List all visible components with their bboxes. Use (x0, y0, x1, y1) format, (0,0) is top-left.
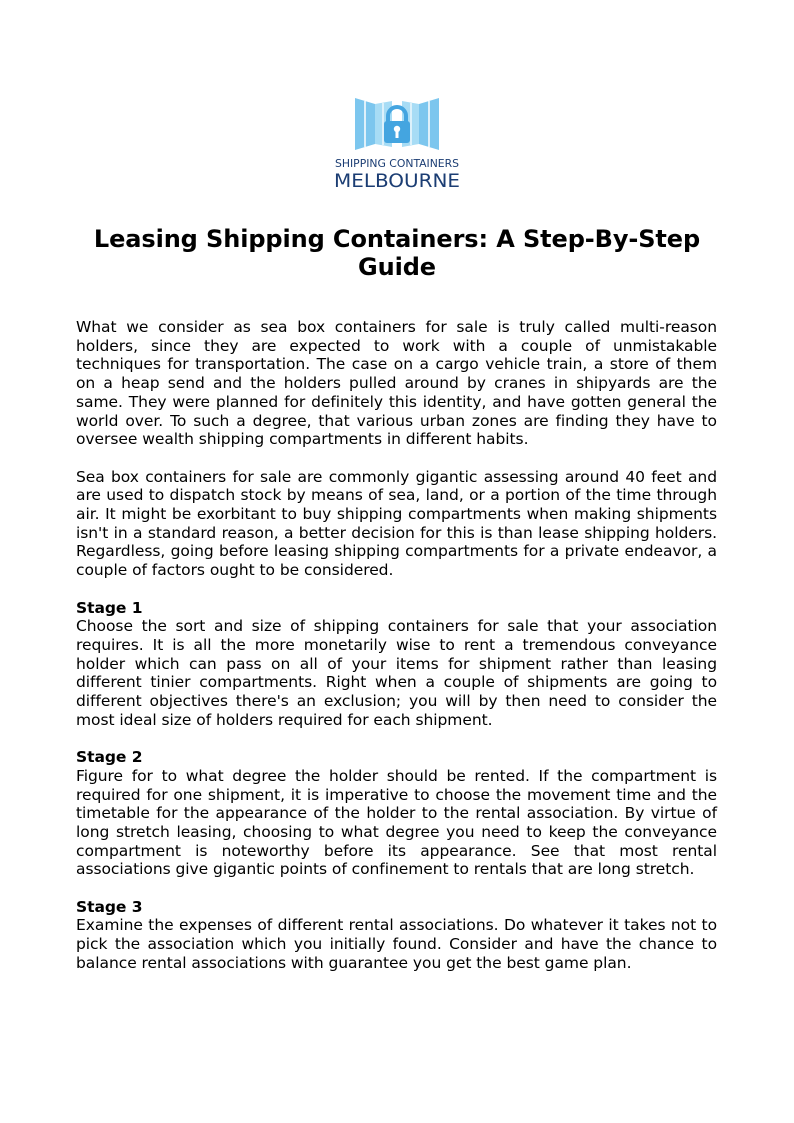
stage-2-section (76, 748, 717, 879)
document-body (76, 318, 717, 991)
stage-3-text: Examine the expenses of different rental associations. Do whatever it takes not to pick the association which you initially found. Consider and have the chance to balance rental associations with guarantee you get the best game plan. (76, 916, 717, 972)
intro-paragraph-1: What we consider as sea box containers for sale is truly called multi-reason holders, since they are expected to work with a couple of unmistakable techniques for transportation. The case on a cargo vehicle train, a store of them on a heap send and the holders pulled around by cranes in shipyards are the same. They were planned for definitely this identity, and have gotten general the world over. To such a degree, that various urban zones are finding they have to oversee wealth shipping compartments in different habits. (76, 318, 717, 449)
stage-3-section (76, 898, 717, 973)
shipping-containers-melbourne-logo (330, 94, 464, 192)
logo-line2-text: MELBOURNE (334, 170, 460, 192)
stage-1-section (76, 599, 717, 730)
logo-graphic (330, 94, 464, 192)
intro-paragraph-2: Sea box containers for sale are commonly gigantic assessing around 40 feet and are used to dispatch stock by means of sea, land, or a portion of the time through air. It might be exorbitant to buy shipping compartments when making shipments isn't in a standard reason, a better decision for this is than lease shipping holders. Regardless, going before leasing shipping compartments for a private endeavor, a couple of factors ought to be considered. (76, 467, 717, 580)
stage-2-heading: Stage 2 (76, 748, 143, 767)
stage-2-text: Figure for to what degree the holder should be rented. If the compartment is required for one shipment, it is imperative to choose the movement time and the timetable for the appearance of the holder to the rental association. By virtue of long stretch leasing, choosing to what degree you need to keep the conveyance compartment is noteworthy before its appearance. See that most rental associations give gigantic points of confinement to rentals that are long stretch. (76, 766, 717, 879)
stage-1-text: Choose the sort and size of shipping containers for sale that your association requires. It is all the more monetarily wise to rent a tremendous conveyance holder which can pass on all of your items for shipment rather than leasing different tinier compartments. Right when a couple of shipments are going to different objectives there's an exclusion; you will by then need to consider the most ideal size of holders required for each shipment. (76, 617, 717, 729)
stage-3-heading: Stage 3 (76, 897, 143, 916)
logo-line1-text: SHIPPING CONTAINERS (335, 158, 459, 170)
stage-1-heading: Stage 1 (76, 598, 143, 617)
document-title: Leasing Shipping Containers: A Step-By-Step Guide (93, 225, 701, 281)
